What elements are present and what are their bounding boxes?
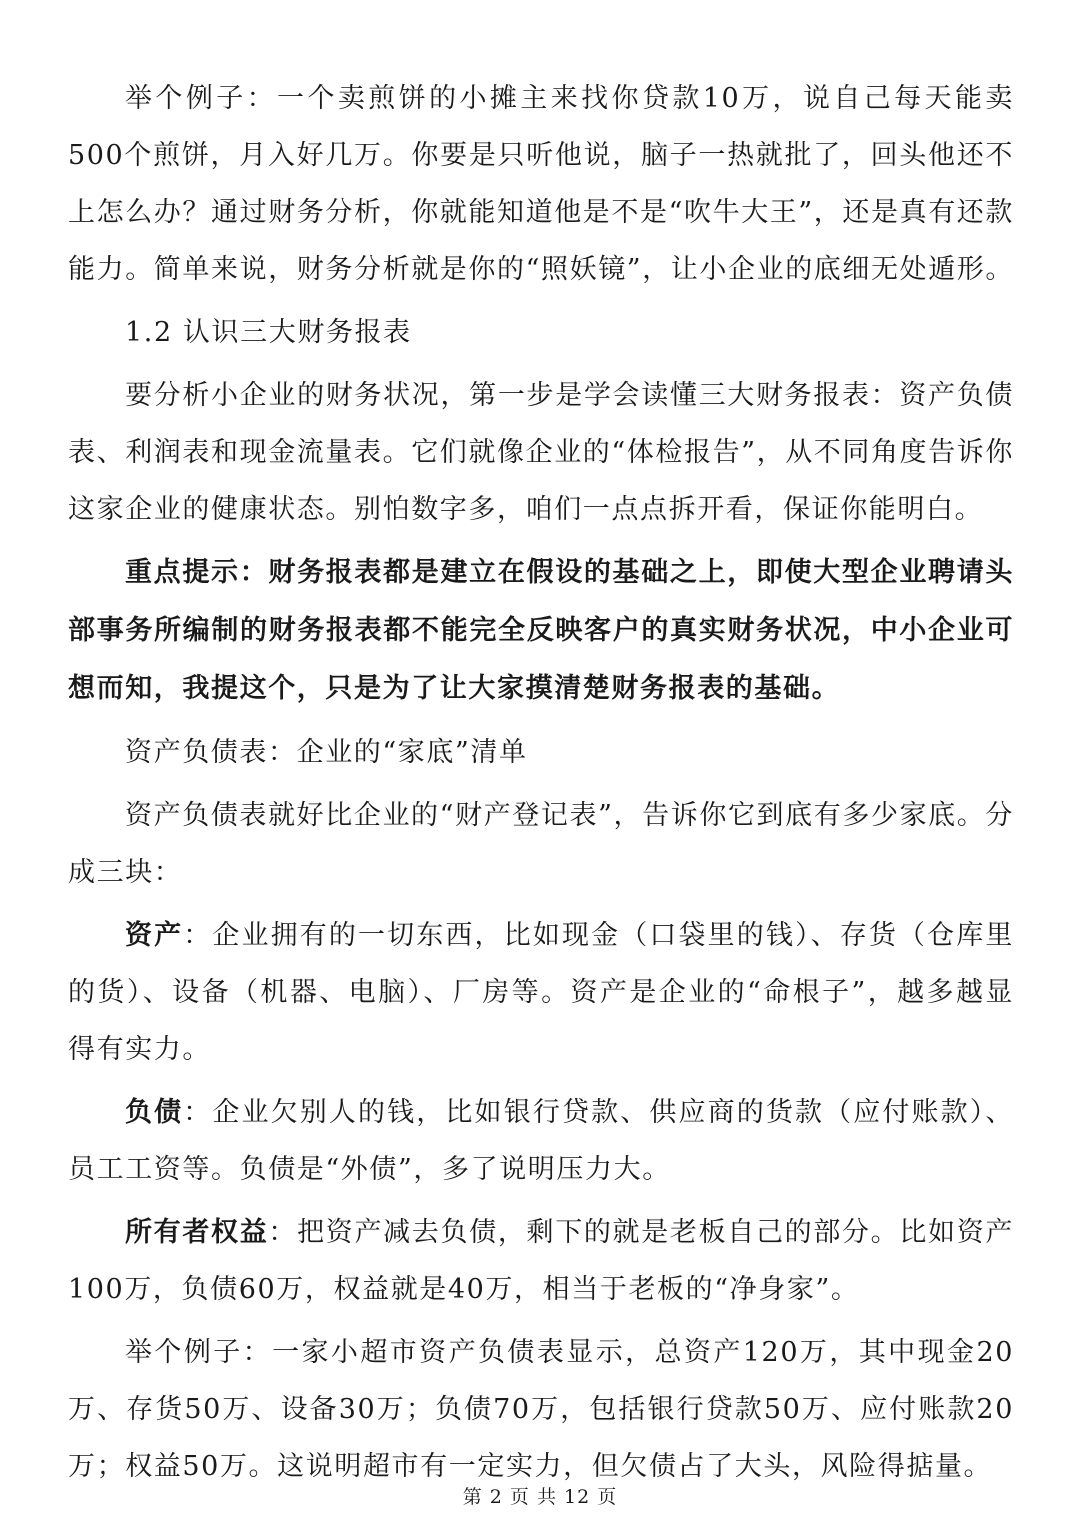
term-assets: 资产	[125, 920, 184, 951]
subheading-balance-sheet: 资产负债表：企业的“家底”清单	[125, 737, 528, 768]
paragraph-assets	[68, 907, 1014, 1078]
paragraph-three-statements: 要分析小企业的财务状况，第一步是学会读懂三大财务报表：资产负债表、利润表和现金流量表。它们就像企业的“体检报告”，从不同角度告诉你这家企业的健康状态。别怕数字多，咱们一点点拆开看，保证你能明白。	[68, 380, 1015, 525]
paragraph-example-pancake: 举个例子：一个卖煎饼的小摊主来找你贷款10万，说自己每天能卖500个煎饼，月入好几万。你要是只听他说，脑子一热就批了，回头他还不上怎么办？通过财务分析，你就能知道他是不是“吹牛大王”，还是真有还款能力。简单来说，财务分析就是你的“照妖镜”，让小企业的底细无处遁形。	[68, 83, 1015, 285]
term-liabilities: 负债	[125, 1097, 184, 1128]
paragraph-key-tip: 重点提示：财务报表都是建立在假设的基础之上，即使大型企业聘请头部事务所编制的财务报表都不能完全反映客户的真实财务状况，中小企业可想而知，我提这个，只是为了让大家摸清楚财务报表的基础。	[68, 557, 1014, 704]
paragraph-balance-sheet-intro: 资产负债表就好比企业的“财产登记表”，告诉你它到底有多少家底。分成三块：	[68, 800, 1014, 888]
document-page	[68, 70, 1014, 1501]
definition-equity: ：把资产减去负债，剩下的就是老板自己的部分。比如资产100万，负债60万，权益就是40万，相当于老板的“净身家”。	[68, 1217, 1014, 1305]
definition-assets: ：企业拥有的一切东西，比如现金（口袋里的钱）、存货（仓库里的货）、设备（机器、电脑）、厂房等。资产是企业的“命根子”，越多越显得有实力。	[68, 920, 1014, 1065]
paragraph-equity	[68, 1204, 1014, 1318]
paragraph-liabilities	[68, 1084, 1014, 1198]
page-number-footer: 第 2 页 共 12 页	[462, 1486, 618, 1508]
term-equity: 所有者权益	[125, 1217, 269, 1248]
definition-liabilities: ：企业欠别人的钱，比如银行贷款、供应商的货款（应付账款）、员工工资等。负债是“外债”，多了说明压力大。	[68, 1097, 1014, 1185]
section-heading-1-2: 1.2 认识三大财务报表	[125, 317, 412, 348]
paragraph-example-supermarket: 举个例子：一家小超市资产负债表显示，总资产120万，其中现金20万、存货50万、设备30万；负债70万，包括银行贷款50万、应付账款20万；权益50万。这说明超市有一定实力，但欠债占了大头，风险得掂量。	[68, 1337, 1014, 1482]
